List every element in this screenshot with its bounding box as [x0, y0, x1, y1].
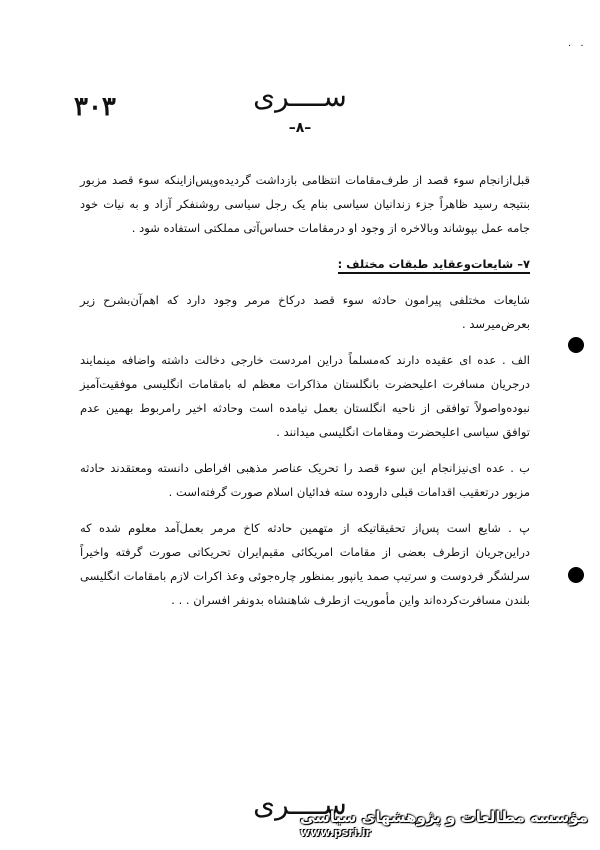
corner-mark: . . — [568, 38, 587, 49]
document-body — [80, 168, 530, 624]
watermark-org-name: مؤسسه مطالعات و پژوهشهای سیاسی — [299, 807, 588, 826]
watermark-text — [300, 808, 588, 839]
item-be-paragraph: ب . عده ای‌نیزانجام این سوء قصد را تحریک عناصر مذهبی افراطی دانسته ومعتقدند حادثه مزبور درتعقیب اقدامات قبلی داروده سته فدائیان اسلام صورت گرفته‌است . — [80, 461, 530, 499]
binder-hole-icon — [568, 567, 584, 583]
classification-stamp-bottom: ســــری — [253, 788, 347, 821]
watermark — [300, 800, 596, 846]
item-alef-paragraph: الف . عده ای عقیده دارند که‌مسلماً دراین امردست خارجی دخالت داشته واضافه مینمایند درجریان مسافرت اعلیحضرت بانگلستان مذاکرات معظم له بامقامات انگلیسی موفقیت‌آمیز نبوده‌واصولاً توافقی از ناحیه انگلستان بعمل نیامده است وحادثه اخیر رامربوط بهمین عدم توافق سیاسی اعلیحضرت ومقامات انگلیسی میدانند . — [80, 353, 530, 439]
section-intro-paragraph: شایعات مختلفی پیرامون حادثه سوء قصد درکاخ مرمر وجود دارد که اهم‌آن‌بشرح زیر بعرض‌میرسد . — [80, 293, 530, 331]
item-pe-paragraph: پ . شایع است پس‌از تحقیقاتیکه از متهمین حادثه کاخ مرمر بعمل‌آمد معلوم شده که دراین‌جریان ازطرف بعضی از مقامات امریکائی مقیم‌ایران تحریکاتی صورت گرفته واخیراً سرلشگر فردوست و سرتیپ صمد یانپور بمنظور چاره‌جوئی وعذ اکرات لازم بامقامات انگلیسی بلندن مسافرت‌کرده‌اند واین مأموریت ازطرف شاهنشاه بدونفر افسران . . . — [80, 521, 530, 607]
section-heading — [80, 252, 530, 276]
page-number: ۳۰۳ — [74, 92, 116, 122]
sub-page-number: –۸– — [288, 120, 312, 136]
section-heading-text: ۷– شایعات‌وعقاید طبقات مختلف : — [338, 257, 530, 274]
classification-stamp-top: ســــری — [253, 80, 347, 113]
intro-paragraph: قبل‌ازانجام سوء قصد از طرف‌مقامات انتظامی بازداشت گردیده‌وپس‌ازاینکه سوء قصد مزبور بنتیجه رسید ظاهراً جزء زندانیان سیاسی بنام یک رجل سیاسی روشنفکر آزاد و به نیات خود جامه عمل بپوشاند وبالاخره از وجود او درمقامات حساس‌آتی مملکتی استفاده شود . — [80, 173, 530, 235]
binder-hole-icon — [568, 337, 584, 353]
watermark-url[interactable]: www.psri.ir — [299, 825, 371, 839]
